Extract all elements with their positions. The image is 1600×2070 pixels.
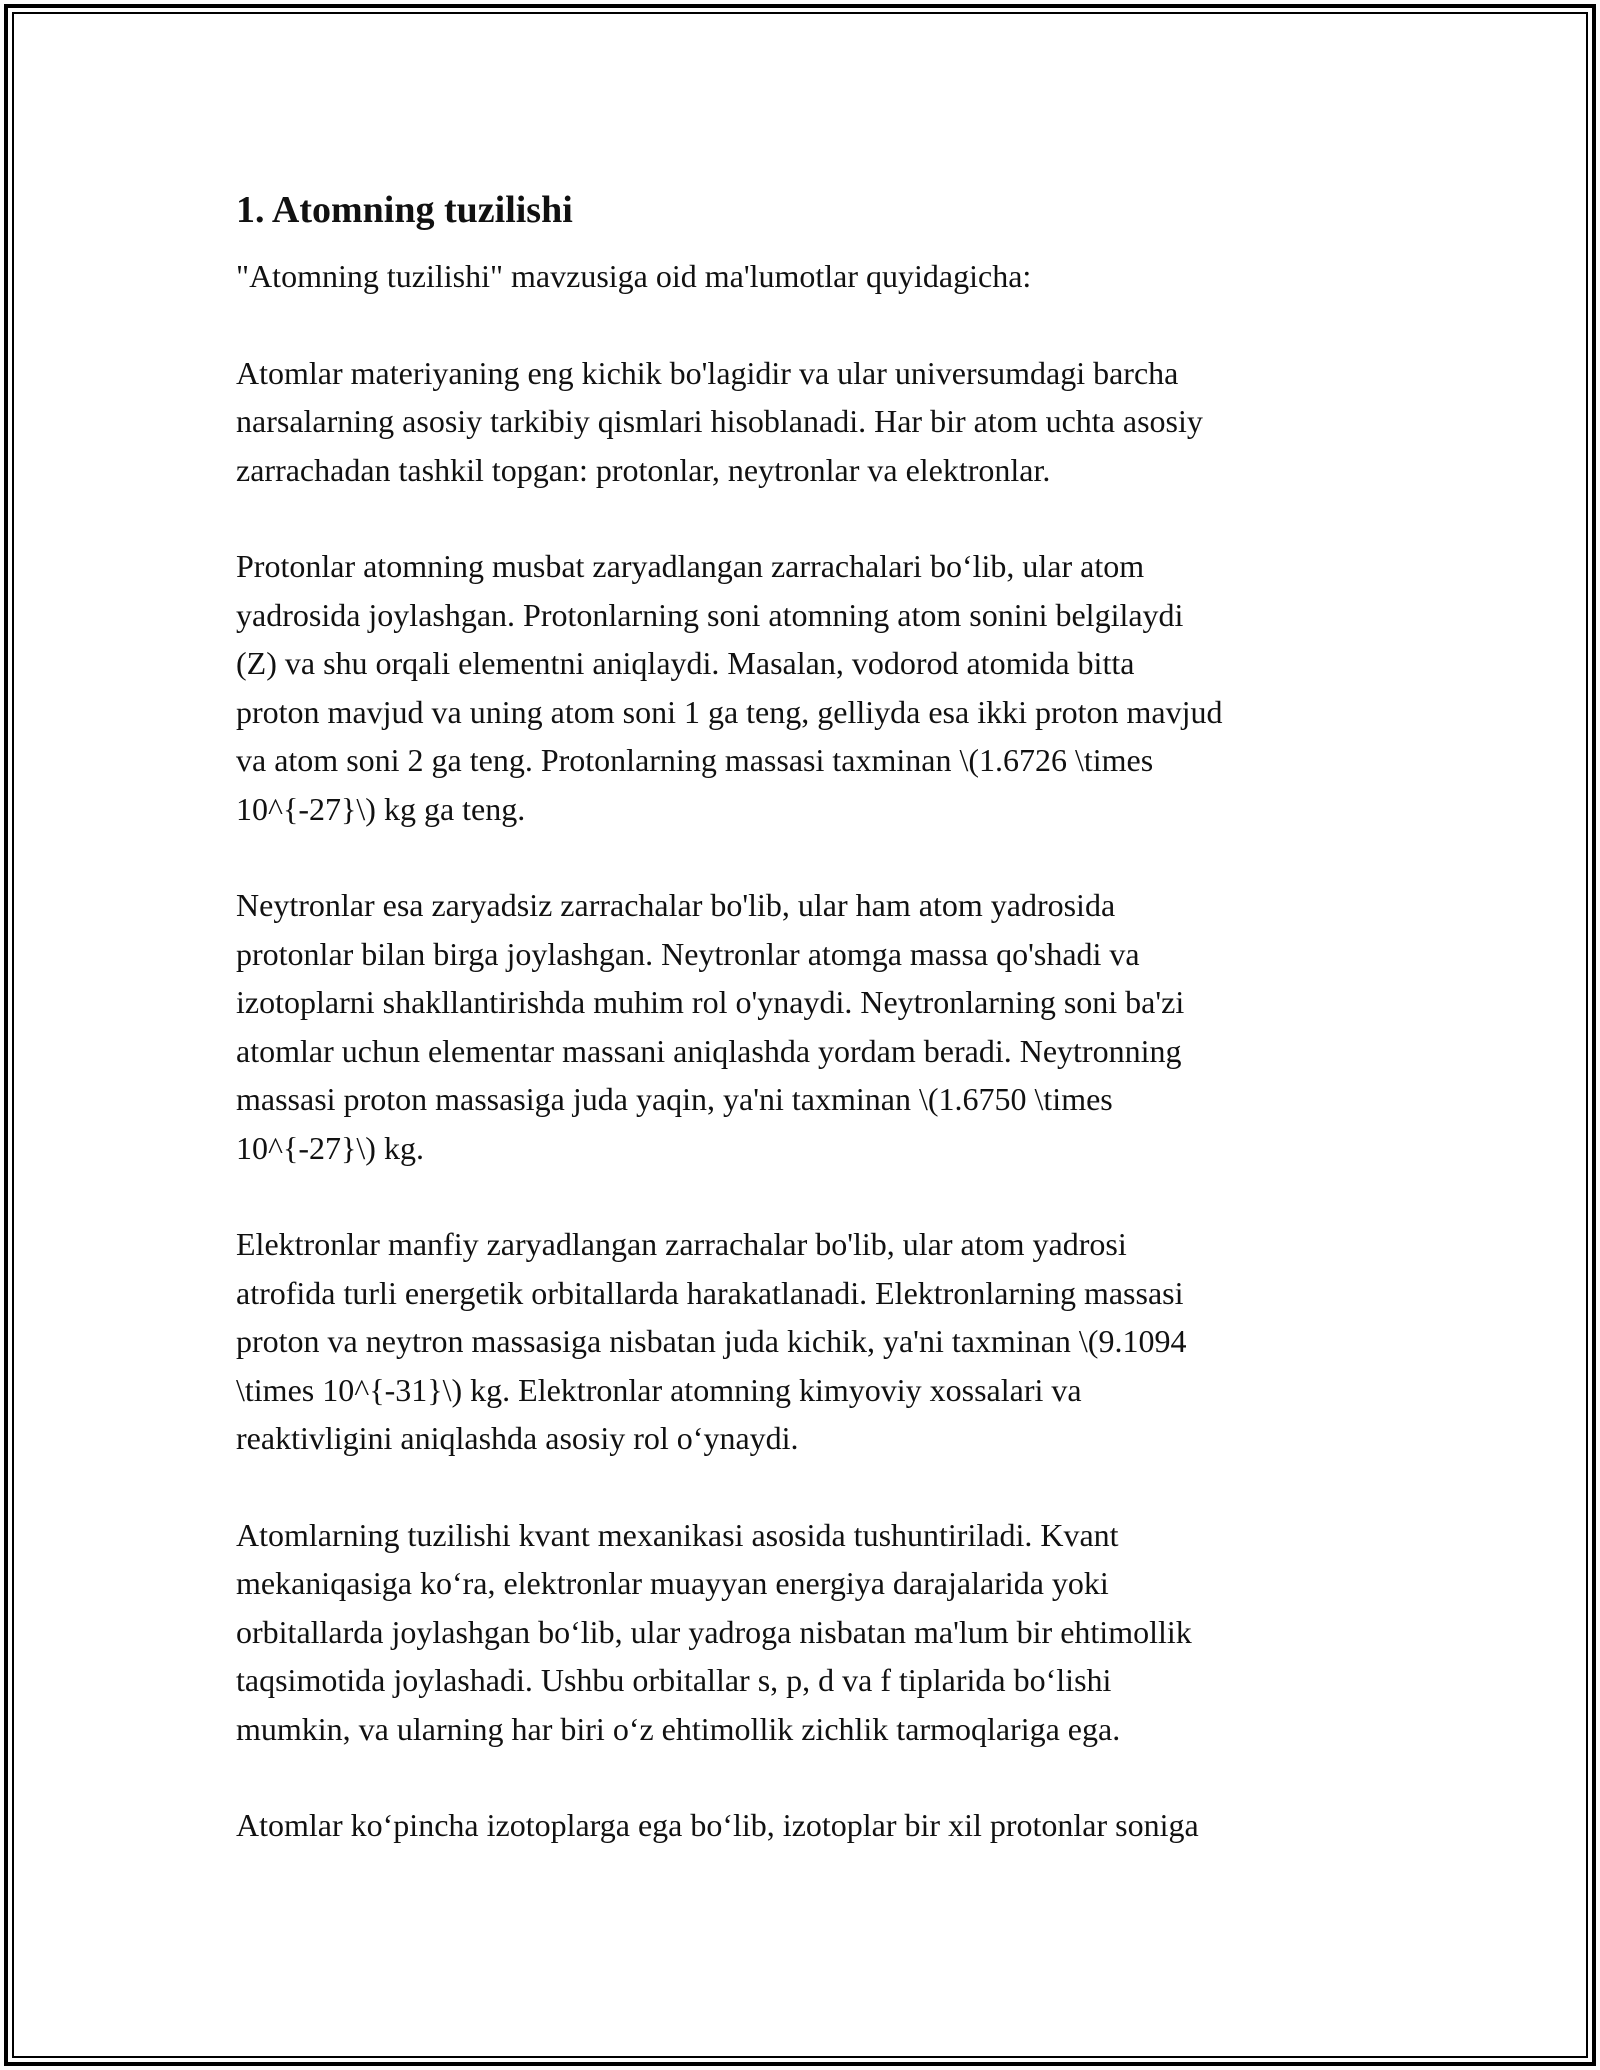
intro-paragraph: "Atomning tuzilishi" mavzusiga oid ma'lumotlar quyidagicha: xyxy=(236,258,1032,294)
isotopes-paragraph: Atomlar ko‘pincha izotoplarga ega bo‘lib, izotoplar bir xil protonlar soniga xyxy=(236,1807,1199,1843)
atoms-paragraph: Atomlar materiyaning eng kichik bo'lagidir va ular universumdagi barcha narsalarning asosiy tarkibiy qismlari hisoblanadi. Har bir atom uchta asosiy zarrachadan tashkil topgan: protonlar, neytronlar va elektronlar. xyxy=(236,354,1203,488)
section-heading: 1. Atomning tuzilishi xyxy=(236,189,573,231)
document-body xyxy=(236,186,1376,1898)
protons-paragraph: Protonlar atomning musbat zaryadlangan zarrachalari bo‘lib, ular atom yadrosida joylashgan. Protonlarning soni atomning atom sonini belgilaydi (Z) va shu orqali elementni aniqlaydi. Masalan, vodorod atomida bitta proton mavjud va uning atom soni 1 ga teng, gelliyda esa ikki proton mavjud va atom soni 2 ga teng. Protonlarning massasi taxminan \(1.6726 \times 10^{-27}\) kg ga teng. xyxy=(236,548,1223,827)
neutrons-paragraph: Neytronlar esa zaryadsiz zarrachalar bo'lib, ular ham atom yadrosida protonlar bilan birga joylashgan. Neytronlar atomga massa qo'shadi va izotoplarni shakllantirishda muhim rol o'ynaydi. Neytronlarning soni ba'zi atomlar uchun elementar massani aniqlashda yordam beradi. Neytronning massasi proton massasiga juda yaqin, ya'ni taxminan \(1.6750 \times 10^{-27}\) kg. xyxy=(236,887,1185,1166)
quantum-paragraph: Atomlarning tuzilishi kvant mexanikasi asosida tushuntiriladi. Kvant mekaniqasiga ko‘ra, elektronlar muayyan energiya darajalarida yoki orbitallarda joylashgan bo‘lib, ular yadroga nisbatan ma'lum bir ehtimollik taqsimotida joylashadi. Ushbu orbitallar s, p, d va f tiplarida bo‘lishi mumkin, va ularning har biri o‘z ehtimollik zichlik tarmoqlariga ega. xyxy=(236,1516,1192,1747)
electrons-paragraph: Elektronlar manfiy zaryadlangan zarrachalar bo'lib, ular atom yadrosi atrofida turli energetik orbitallarda harakatlanadi. Elektronlarning massasi proton va neytron massasiga nisbatan juda kichik, ya'ni taxminan \(9.1094 \times 10^{-31}\) kg. Elektronlar atomning kimyoviy xossalari va reaktivligini aniqlashda asosiy rol o‘ynaydi. xyxy=(236,1226,1187,1456)
